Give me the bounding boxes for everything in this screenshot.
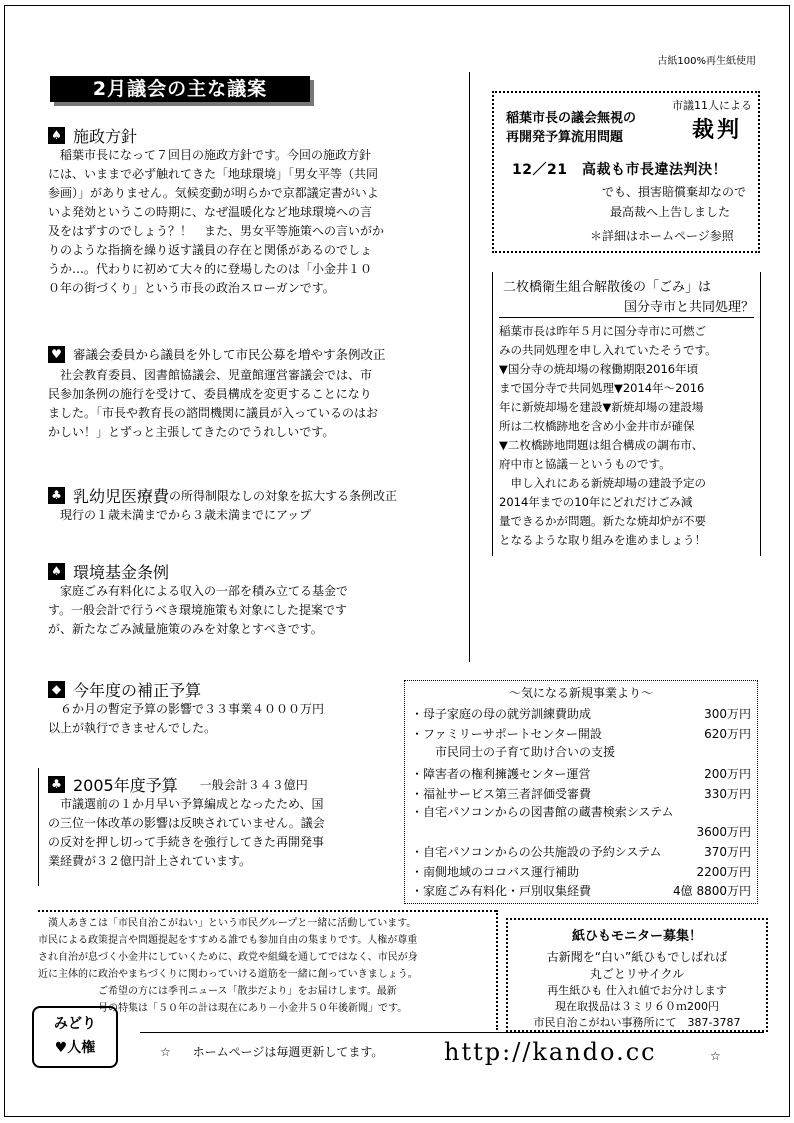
section-heading: 乳幼児医療費 bbox=[73, 487, 170, 506]
text-line: 市民による政策提言や問題提起をすすめる誰でも参加自由の集まりです。人権が尊重 bbox=[38, 935, 418, 946]
project-row bbox=[411, 743, 751, 760]
project-name: ・南側地域のココバス運行補助 bbox=[411, 865, 580, 879]
column-divider bbox=[469, 72, 470, 662]
section-heading: 施政方針 bbox=[73, 127, 138, 146]
text-line: 量できるかが問題。新たな焼却炉が不要 bbox=[499, 514, 706, 528]
section-heading: 2005年度予算 bbox=[73, 776, 178, 795]
project-row bbox=[411, 823, 751, 840]
section-subtitle: の所得制限なしの対象を拡大する条例改正 bbox=[169, 489, 398, 503]
text-line: 丸ごとリサイクル bbox=[589, 967, 685, 981]
text-line: ６か月の暫定予算の影響で３３事業４０００万円 bbox=[48, 702, 325, 716]
text-line: 参画）」がありません。気候変動が明らかで京都議定書がいよ bbox=[48, 186, 379, 200]
project-row bbox=[411, 725, 751, 742]
text-line: 年に新焼却場を建設▼新焼却場の建設場 bbox=[499, 400, 704, 414]
text-line: され自治が息づく小金井にしていくために、政党や組織を通してではなく、市民が身 bbox=[38, 952, 418, 963]
text-line: りのような指摘を繰り返す議員の存在と関係があるのでしょ bbox=[48, 243, 373, 257]
section-title bbox=[48, 124, 137, 147]
court-tag-big: 裁判 bbox=[691, 118, 742, 143]
project-name: 市民同士の子育て助け合いの支援 bbox=[411, 745, 616, 759]
about-text bbox=[38, 915, 496, 1017]
text-line: 申し入れにある新焼却場の建設予定の bbox=[499, 476, 706, 490]
page-title: 2月議会の主な議案 bbox=[50, 76, 310, 102]
project-name: ・家庭ごみ有料化・戸別収集経費 bbox=[411, 884, 592, 898]
section-body bbox=[48, 582, 468, 639]
court-title-line: 再開発予算流用問題 bbox=[506, 130, 624, 145]
project-amount: 200万円 bbox=[704, 767, 751, 781]
garbage-box bbox=[492, 272, 761, 556]
project-row bbox=[411, 705, 751, 722]
project-row bbox=[411, 863, 751, 880]
section-title bbox=[48, 773, 308, 796]
text-line: ０年の街づくり」という市長の政治スローガンです。 bbox=[48, 281, 335, 295]
text-line: ご希望の方には季刊ニュース「散歩だより」をお届けします。最新 bbox=[38, 986, 397, 997]
court-line: 最高裁へ上告しました bbox=[610, 205, 731, 219]
text-line: が、新たなごみ減量施策のみを対象とすべきです。 bbox=[48, 622, 323, 636]
section-body bbox=[48, 366, 468, 442]
garbage-body bbox=[499, 322, 756, 550]
section-heading: 今年度の補正予算 bbox=[73, 681, 202, 700]
court-title bbox=[506, 109, 636, 147]
midori-jinken-logo bbox=[32, 1006, 118, 1068]
text-line: 稲葉市長は昨年５月に国分寺市に可燃ご bbox=[499, 324, 706, 338]
text-line: 2014年までの10年にどれだけごみ減 bbox=[499, 495, 693, 509]
project-amount: 330万円 bbox=[704, 787, 751, 801]
project-amount: 4億 8800万円 bbox=[673, 884, 751, 898]
dotted-divider bbox=[496, 910, 498, 1030]
text-line: 漢人あきこは「市民自治こがねい」という市民グループと一緒に活動しています。 bbox=[38, 918, 417, 929]
project-name: ・ファミリーサポートセンター開設 bbox=[411, 727, 602, 741]
text-line: 号の特集は「５０年の計は現在にあり－小金井５０年後新聞」です。 bbox=[38, 1003, 408, 1014]
court-note: ＊詳細はホームページ参照 bbox=[590, 229, 734, 243]
logo-line: みどり bbox=[54, 1016, 96, 1032]
club-icon: ♣ bbox=[48, 487, 65, 504]
text-line: ▼二枚橋跡地問題は組合構成の調布市、 bbox=[499, 438, 704, 452]
project-amount: 370万円 bbox=[704, 845, 751, 859]
text-line: みの共同処理を申し入れていたそうです。 bbox=[499, 343, 717, 357]
court-case-box bbox=[492, 91, 760, 253]
text-line: 以上が執行できませんでした。 bbox=[48, 721, 217, 735]
monitor-recruitment-box bbox=[506, 918, 768, 1032]
section-title bbox=[48, 560, 169, 583]
court-line: でも、損害賠償棄却なので bbox=[602, 185, 747, 199]
section-title bbox=[48, 345, 386, 363]
project-row bbox=[411, 843, 751, 860]
section-heading: 環境基金条例 bbox=[73, 563, 170, 582]
recycle-note: 古紙100%再生紙使用 bbox=[657, 56, 756, 67]
monitor-heading: 紙ひもモニター募集！ bbox=[571, 929, 702, 944]
star-icon: ☆ bbox=[160, 1045, 171, 1059]
garbage-title: 二枚橋衛生組合解散後の「ごみ」は bbox=[503, 280, 712, 295]
text-line: 稲葉市長になって７回目の施政方針です。今回の施政方針 bbox=[48, 148, 372, 162]
text-line: 所は二枚橋跡地を含め小金井市が確保 bbox=[499, 419, 695, 433]
star-icon: ☆ bbox=[710, 1049, 721, 1063]
text-line: 市議選前の１か月早い予算編成となったため、国 bbox=[48, 797, 324, 811]
project-row bbox=[411, 803, 751, 820]
logo-line: ♥人権 bbox=[54, 1040, 96, 1056]
text-line: 古新聞を“白い”紙ひもでしばれば bbox=[546, 950, 728, 964]
text-line: 市民自治こがねい事務所にて 387-3787 bbox=[533, 1016, 741, 1029]
section-subtitle: 一般会計３４３億円 bbox=[199, 778, 308, 792]
project-name: ・福祉サービス第三者評価受審費 bbox=[411, 787, 592, 801]
text-line: まで国分寺で共同処理▼2014年～2016 bbox=[499, 381, 705, 395]
text-line: 現在取扱品は３ミリ６０ｍ200円 bbox=[555, 1000, 719, 1013]
projects-heading: ～気になる新規事業より～ bbox=[508, 686, 653, 700]
diamond-icon: ◆ bbox=[48, 681, 65, 698]
text-line: 業経費が３２億円計上されています。 bbox=[48, 854, 252, 868]
project-amount: 620万円 bbox=[704, 727, 751, 741]
heart-icon: ♥ bbox=[48, 346, 65, 363]
project-name: ・母子家庭の母の就労訓練費助成 bbox=[411, 707, 592, 721]
text-line: の三位一体改革の影響は反映されていません。議会 bbox=[48, 816, 325, 830]
project-name: ・障害者の権利擁護センター運営 bbox=[411, 767, 591, 781]
text-line: 再生紙ひも 仕入れ値でお分けします bbox=[547, 984, 727, 997]
text-line: となるような取り組みを進めましょう！ bbox=[499, 533, 706, 547]
divider bbox=[499, 317, 754, 318]
project-amount: 300万円 bbox=[704, 707, 751, 721]
text-line: 現行の１歳未満までから３歳未満までにアップ bbox=[48, 508, 312, 522]
text-line: 社会教育委員、図書館協議会、児童館運営審議会では、市 bbox=[48, 368, 373, 382]
section-title bbox=[48, 484, 397, 507]
section-body bbox=[48, 795, 398, 871]
section-bracket bbox=[38, 768, 39, 886]
spade-icon: ♠ bbox=[48, 563, 65, 580]
court-title-line: 稲葉市長の議会無視の bbox=[506, 111, 637, 126]
text-line: には、いままで必ず触れてきた「地球環境」「男女平等（共同 bbox=[48, 167, 379, 181]
new-projects-box bbox=[404, 680, 758, 904]
text-line: ました。「市長や教育長の諮問機関に議員が入っているのはお bbox=[48, 406, 379, 420]
court-verdict: 12／21 高裁も市長違法判決！ bbox=[512, 162, 727, 178]
project-name: ・自宅パソコンからの公共施設の予約システム bbox=[411, 845, 662, 859]
spade-icon: ♠ bbox=[48, 127, 65, 144]
club-icon: ♣ bbox=[48, 776, 65, 793]
text-line: かしい！」とずっと主張してきたのでうれしいです。 bbox=[48, 425, 335, 439]
section-subtitle: 審議会委員から議員を外して市民公募を増やす条例改正 bbox=[73, 347, 386, 362]
garbage-title: 国分寺市と共同処理？ bbox=[623, 300, 754, 315]
text-line: 及をはずすのでしょう？！ また、男女平等施策への言いがか bbox=[48, 224, 385, 238]
text-line: 民参加条例の施行を受けて、委員構成を変更することになり bbox=[48, 387, 372, 401]
section-body bbox=[48, 146, 468, 298]
footer-text: ホームページは毎週更新してます。 bbox=[192, 1045, 384, 1059]
text-line: の反対を押し切って手続きを強行してきた再開発事 bbox=[48, 835, 325, 849]
text-line: いよ発効というこの時期に、なぜ温暖化など地球環境への言 bbox=[48, 205, 373, 219]
project-row bbox=[411, 882, 751, 899]
court-tag-small: 市議11人による bbox=[672, 99, 752, 112]
project-amount: 3600万円 bbox=[696, 825, 751, 839]
text-line: 近に主体的に政治やまちづくりに関わっていける道筋を一緒に創っていきましょう。 bbox=[38, 969, 418, 980]
homepage-link[interactable]: http://kando.cc bbox=[444, 1038, 657, 1066]
project-amount: 2200万円 bbox=[696, 865, 751, 879]
project-name: ・自宅パソコンからの図書館の蔵書検索システム bbox=[411, 805, 674, 819]
section-body bbox=[48, 506, 468, 525]
text-line: うか…。代わりに初めて大々的に登場したのは「小金井１０ bbox=[48, 262, 373, 276]
section-body bbox=[48, 700, 398, 738]
footer-rule bbox=[140, 1032, 764, 1033]
text-line: 家庭ごみ有料化による収入の一部を積み立てる基金で bbox=[48, 584, 349, 598]
project-row bbox=[411, 785, 751, 802]
text-line: 府中市と協議－というものです。 bbox=[499, 457, 671, 471]
section-title bbox=[48, 678, 201, 701]
footer-note bbox=[160, 1043, 383, 1060]
dotted-divider bbox=[38, 910, 496, 912]
text-line: ▼国分寺の焼却場の稼働期限2016年頃 bbox=[499, 362, 699, 376]
project-row bbox=[411, 765, 751, 782]
text-line: す。一般会計で行うべき環境施策も対象にした提案です bbox=[48, 603, 348, 617]
